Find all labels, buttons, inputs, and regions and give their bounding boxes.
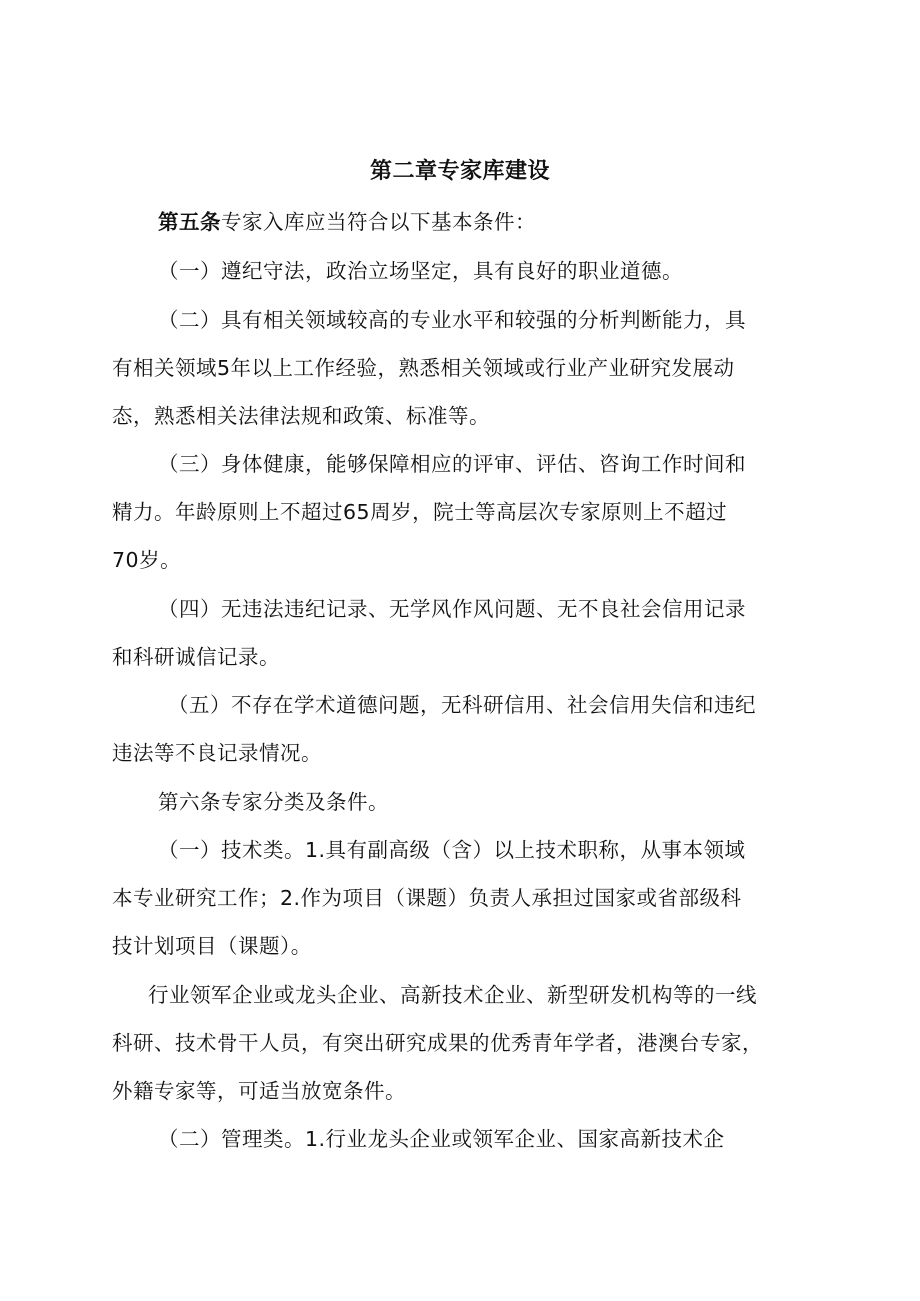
article5-item2-line3: 态，熟悉相关法律法规和政策、标准等。 [112, 404, 490, 428]
article6-heading: 第六条专家分类及条件。 [158, 790, 389, 814]
article6-relax-line3: 外籍专家等，可适当放宽条件。 [112, 1079, 406, 1103]
article5-item4-line1: （四）无违法违纪记录、无学风作风问题、无不良社会信用记录 [158, 597, 746, 621]
article5-item5-line2: 违法等不良记录情况。 [112, 741, 322, 765]
article6-relax-line2: 科研、技术骨干人员，有突出研究成果的优秀青年学者，港澳台专家， [112, 1031, 763, 1055]
article5-item2-line1: （二）具有相关领域较高的专业水平和较强的分析判断能力，具 [158, 308, 746, 332]
article5-item3-line1: （三）身体健康，能够保障相应的评审、评估、咨询工作时间和 [158, 452, 746, 476]
article6-relax-line1: 行业领军企业或龙头企业、高新技术企业、新型研发机构等的一线 [148, 983, 757, 1007]
article5-label: 第五条 [158, 210, 221, 234]
article6-tech-line1: （一）技术类。1.具有副高级（含）以上技术职称，从事本领域 [158, 838, 746, 862]
article6-mgmt-line1: （二）管理类。1.行业龙头企业或领军企业、国家高新技术企 [158, 1127, 725, 1151]
article5-item3-line2: 精力。年龄原则上不超过65周岁，院士等高层次专家原则上不超过 [112, 500, 728, 524]
article5-heading [158, 206, 536, 238]
chapter-title: 第二章专家库建设 [369, 159, 550, 184]
article5-text: 专家入库应当符合以下基本条件： [221, 210, 536, 234]
article5-item2-line2: 有相关领域5年以上工作经验，熟悉相关领域或行业产业研究发展动 [112, 356, 735, 380]
article5-item3-line3: 70岁。 [112, 548, 182, 572]
article6-tech-line3: 技计划项目（课题）。 [112, 934, 312, 958]
article5-item5-line1: （五）不存在学术道德问题，无科研信用、社会信用失信和违纪 [168, 693, 756, 717]
article5-item4-line2: 和科研诚信记录。 [112, 645, 280, 669]
article5-item1-line1: （一）遵纪守法，政治立场坚定，具有良好的职业道德。 [158, 259, 683, 283]
article6-tech-line2: 本专业研究工作；2.作为项目（课题）负责人承担过国家或省部级科 [112, 886, 742, 910]
